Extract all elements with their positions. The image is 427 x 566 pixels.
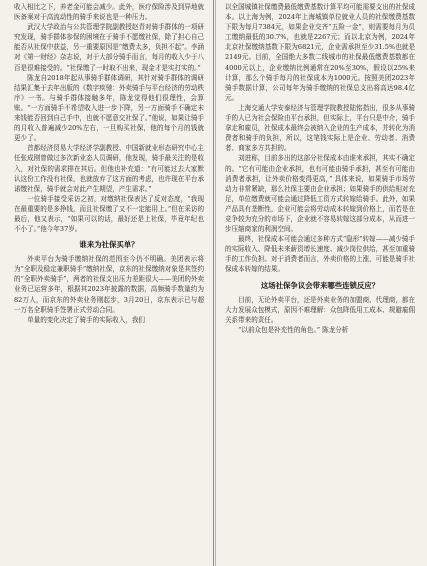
section-heading: 谁来为社保买单？ (79, 240, 139, 250)
left-column (14, 2, 204, 325)
article-paragraph: 最终，社保成本可能会通过多种方式“隐形”转嫁——减少骑手的实际收入、降低未来薪资增长速度、减少岗位供给，甚至加重骑手的工作负担。对于消费者而言，外卖价格的上涨，可能是骑手社保成本转嫁的结果。 (225, 235, 416, 274)
article-paragraph: 武汉大学政治与公共管理学院副教授赵青对骑手群体的一项研究发现，骑手群体参保的困境在于骑手不愿缴社保，除了担心自己能否从社保中获益，另一重要原因是“缴费太多，负担不起”。李涵对《第一财经》杂志说，对于大部分骑手而言，每月的收入少于八百是很难接受的。“社保缴了一时取不出来，现金才是实打实的。” (14, 23, 205, 72)
column-divider (213, 0, 214, 566)
article-paragraph: 陈龙自2018年起从事骑手群体调研，其针对骑手群体的调研结果汇集于去年出版的《数字疾驰：外卖骑手与平台经济的劳动秩序》一书。与骑手群体接触多年，陈龙觉得他们很理性，会算账。“一方面骑手不希望收入进一步下降，另一方面骑手不确定未来钱能否回到自己手中，也就不愿意交社保了。”他说，如果让骑手的月收入普遍减少20%左右，一旦购买社保，他的每个月的钱就更少了。 (14, 73, 204, 143)
article-paragraph: “以前众包是补充性的角色。” 陈龙分析 (238, 325, 349, 334)
article-paragraph: 上海交通大学安泰经济与管理学院教授陆铭指出，很多从事骑手的人已为社会保险由平台承担，但实际上，平台只是中介，骑手拿走和雇员，社保成本最终会被纳入企业的生产成本，并转化为消费者和骑手的负担，所以，这笔钱实际上是企业、劳动者、消费者、商家多方共担的。 (225, 103, 415, 153)
article-paragraph: 刘进称，目前多出的这部分社保成本由谁来承担，其实不确定的。“它有可能由企业承担，也有可能由骑手承担，甚至有可能由消费者承担，让外卖价格变得更高，” 具体来说，如果骑手市场劳动力非常紧缺，那么社保主要由企业承担；如果骑手的供给相对充足，单位缴费就可能会通过降低工资方式转嫁给骑手。此外，如果产品具有垄断性，企业可能会将劳动成本转嫁到价格上，而若是在竞争较为充分的市场下，企业就不容易转嫁这部分成本，从而进一步压缩商家的利润空间。 (225, 154, 415, 234)
article-paragraph: 外卖平台为骑手缴纳社保的范围至今仍不明确。美团表示将为“全职及稳定兼职骑手”缴纳社保，京东的社保缴纳对象是其签约的“全职外卖骑手”，两者的社保支出压力差距很大——美团的外卖业务已运营多年，根据其2023年披露的数据，高频骑手数量约为82万人，而京东的外卖业务刚起步，3月20日，京东表示已与超一万名全职骑手签署正式劳动合同。 (14, 255, 205, 314)
article-paragraph: 以全国城镇社保缴费最低缴费基数计算平均可能需要支出的社保成本。以上海为例，2024年上海城镇单位就业人员的社保缴费基数下限为每月7384元，如果企业交齐“五险一金”，则需要每月为员工缴纳最低的30.7%，也就是2267元；而以北京为例，2024年北京社保缴纳基数下限为6821元，企业需承担至少31.5%也就是2149元。目前，全国绝大多数二线城市的社保最低缴费基数都在4000元以上，企业缴纳比例通常在20%至30%，假设以25%来计算，那么个骑手每月的社保成本为1000元。按照美团2023年骑手数据计算，公司每年为骑手缴纳的社保总支出将高达98.4亿元。 (225, 3, 415, 102)
article-paragraph: 收入相比之下，养老金可能会减少。此外，医疗保险涉及到异地就医备案对于高流动性的骑手来说也是一种压力。 (14, 3, 204, 22)
column-divider-secondary (215, 0, 216, 566)
article-paragraph: 一位骑手接受采访之初，对缴纳社保表达了反对态度，“我现在最重要的是多挣钱，而且社保缴了又不一定能用上。”但在采访的最后，他又表示，“如果可以的话，最好还是上社保，毕竟年纪也不小了。”他今年37岁。 (14, 194, 204, 234)
section-heading: 这场社保争议会带来哪些连锁反应？ (260, 280, 380, 290)
article-paragraph: 单量的变化决定了骑手的实际收入，我们 (27, 315, 145, 324)
article-paragraph: 首都经济贸易大学经济学副教授、中国新就业形态研究中心主任张成刚曾做过多次新业态人员调研，他发现，骑手最关注的是收入，对社保的需求排在其后。但他也补充道：“有可能过去大家默认这份工作没有社保，也就放弃了这方面的考虑，也许现在平台承诺缴社保，骑手就会对此产生期望，产生需求。” (14, 144, 204, 193)
article-paragraph: 目前，无论外卖平台，还是外卖业务的加盟商、代理商，都在大力发展众包模式，原因不难理解：众包降低用工成本、规避雇佣关系带来的责任。 (225, 295, 415, 324)
right-column (225, 2, 415, 335)
